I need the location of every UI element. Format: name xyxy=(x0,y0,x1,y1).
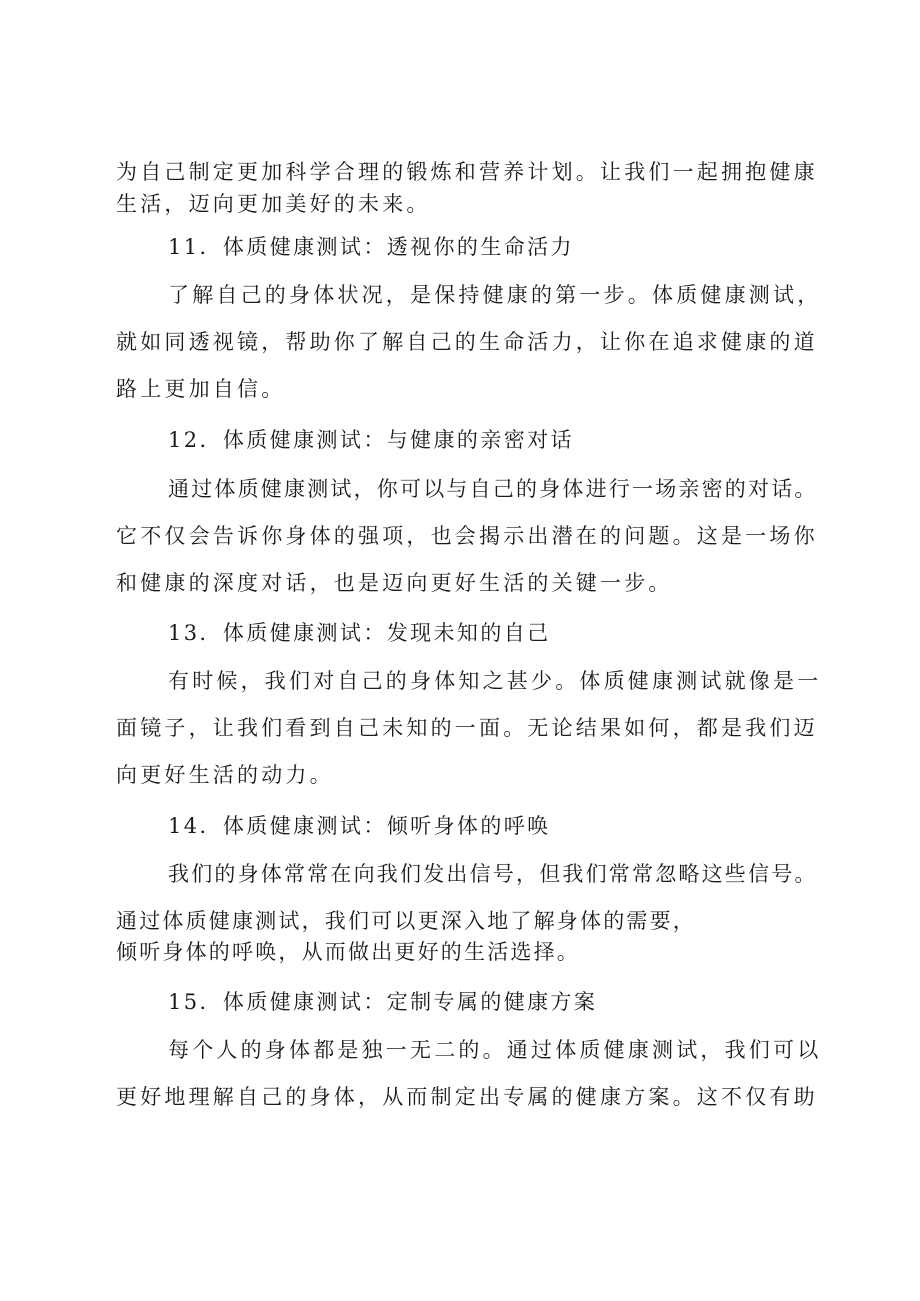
section-11-line-2: 就如同透视镜，帮助你了解自己的生命活力，让你在追求健康的道 xyxy=(116,330,818,354)
section-13-line-1: 有时候，我们对自己的身体知之甚少。体质健康测试就像是一 xyxy=(168,669,822,693)
section-12-line-1: 通过体质健康测试，你可以与自己的身体进行一场亲密的对话。 xyxy=(168,477,818,501)
intro-line-2: 生活，迈向更加美好的未来。 xyxy=(116,192,431,216)
intro-line-1: 为自己制定更加科学合理的锻炼和营养计划。让我们一起拥抱健康 xyxy=(116,160,818,184)
section-12-line-3: 和健康的深度对话，也是迈向更好生活的关键一步。 xyxy=(116,571,673,595)
section-12-line-2: 它不仅会告诉你身体的强项，也会揭示出潜在的问题。这是一场你 xyxy=(116,524,818,548)
section-13-heading: 13．体质健康测试：发现未知的自己 xyxy=(168,621,551,645)
section-11-line-1: 了解自己的身体状况，是保持健康的第一步。体质健康测试， xyxy=(168,283,822,307)
section-15-line-2: 更好地理解自己的身体，从而制定出专属的健康方案。这不仅有助 xyxy=(116,1085,818,1109)
section-11-line-3: 路上更加自信。 xyxy=(116,377,286,401)
section-12-heading: 12．体质健康测试：与健康的亲密对话 xyxy=(168,428,574,452)
section-14-heading: 14．体质健康测试：倾听身体的呼唤 xyxy=(168,814,551,838)
section-15-line-1: 每个人的身体都是独一无二的。通过体质健康测试，我们可以 xyxy=(168,1038,822,1062)
section-14-line-3: 倾听身体的呼唤，从而做出更好的生活选择。 xyxy=(116,940,580,964)
section-14-line-2: 通过体质健康测试，我们可以更深入地了解身体的需要， xyxy=(116,909,696,933)
section-13-line-3: 向更好生活的动力。 xyxy=(116,763,334,787)
section-15-heading: 15．体质健康测试：定制专属的健康方案 xyxy=(168,990,598,1014)
section-11-heading: 11．体质健康测试：透视你的生命活力 xyxy=(168,235,574,259)
section-13-line-2: 面镜子，让我们看到自己未知的一面。无论结果如何，都是我们迈 xyxy=(116,716,818,740)
section-14-line-1: 我们的身体常常在向我们发出信号，但我们常常忽略这些信号。 xyxy=(168,862,818,886)
